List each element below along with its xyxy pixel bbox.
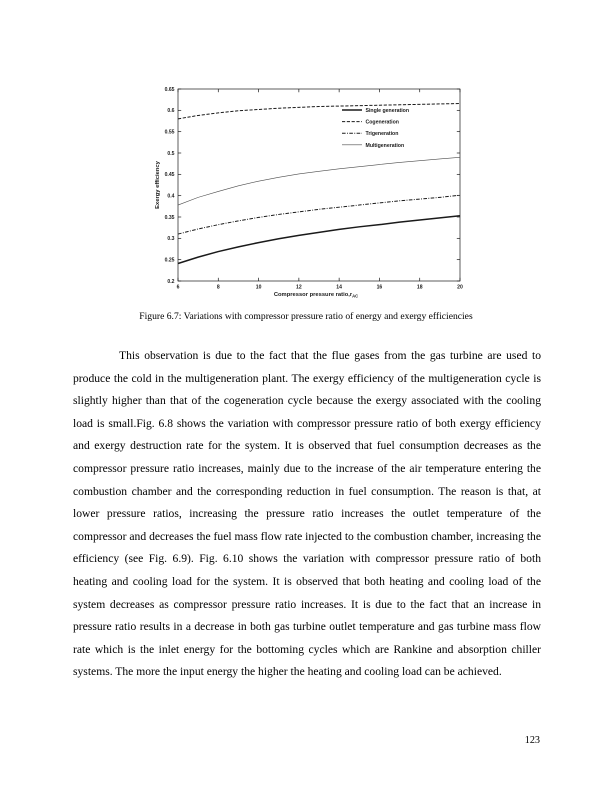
page-number: 123	[524, 735, 540, 746]
x-axis-title	[274, 292, 358, 299]
y-tick-label: 0.2	[167, 278, 175, 285]
x-axis-title-main: Compressor pressure ratio,r	[273, 292, 353, 298]
x-tick-label: 8	[216, 284, 220, 291]
legend-label: Cogeneration	[365, 119, 399, 126]
plot-frame	[178, 89, 460, 281]
exergy-efficiency-line-chart	[146, 70, 466, 299]
x-tick-label: 6	[176, 284, 180, 291]
y-axis-title: Exergy efficiency	[155, 161, 161, 209]
y-tick-label: 0.5	[167, 150, 175, 157]
x-tick-label: 18	[416, 284, 423, 291]
chart-figure	[146, 70, 466, 299]
figure-block	[0, 70, 612, 323]
figure-caption: Figure 6.7: Variations with compressor pressure ratio of energy and exergy efficiencies	[139, 311, 473, 322]
y-tick-label: 0.25	[164, 257, 175, 264]
x-tick-label: 14	[336, 284, 342, 291]
legend-label: Trigeneration	[365, 131, 399, 138]
y-tick-label: 0.35	[164, 214, 175, 221]
x-tick-label: 10	[255, 284, 262, 291]
x-tick-label: 20	[457, 284, 463, 291]
legend-label: Multigeneration	[365, 142, 405, 149]
body-text-block	[73, 345, 541, 684]
page-number-area	[0, 735, 612, 746]
y-tick-label: 0.4	[167, 193, 175, 200]
legend-label: Single generation	[365, 108, 410, 114]
y-tick-label: 0.55	[164, 129, 175, 136]
y-tick-label: 0.45	[164, 172, 175, 179]
y-tick-label: 0.65	[164, 86, 175, 93]
x-axis-title-subscript: AC	[352, 293, 359, 299]
y-tick-label: 0.6	[167, 108, 175, 115]
y-tick-label: 0.3	[167, 236, 175, 243]
body-paragraph: This observation is due to the fact that the flue gases from the gas turbine are used to produce the cold in the multigeneration plant. The exergy efficiency of the multigeneration cycle is slightly higher than that of the cogeneration cycle because the exergy associated with the cooling load is small.Fig. 6.8 shows the variation with compressor pressure ratio of both exergy efficiency and exergy destruction rate for the system. It is observed that fuel consumption decreases as the compressor pressure ratio increases, mainly due to the increase of the air temperature entering the combustion chamber and the corresponding reduction in fuel consumption. The reason is that, at lower pressure ratios, increasing the pressure ratio increases the outlet temperature of the compressor and decreases the fuel mass flow rate injected to the combustion chamber, increasing the efficiency (see Fig. 6.9). Fig. 6.10 shows the variation with compressor pressure ratio of both heating and cooling load for the system. It is observed that both heating and cooling load of the system decreases as compressor pressure ratio increases. It is due to the fact that an increase in pressure ratio results in a decrease in both gas turbine outlet temperature and gas turbine mass flow rate which is the inlet energy for the bottoming cycles which are Rankine and absorption chiller systems. The more the input energy the higher the heating and cooling load can be achieved.	[73, 349, 541, 679]
x-tick-label: 16	[376, 284, 383, 291]
x-tick-label: 12	[296, 284, 302, 291]
